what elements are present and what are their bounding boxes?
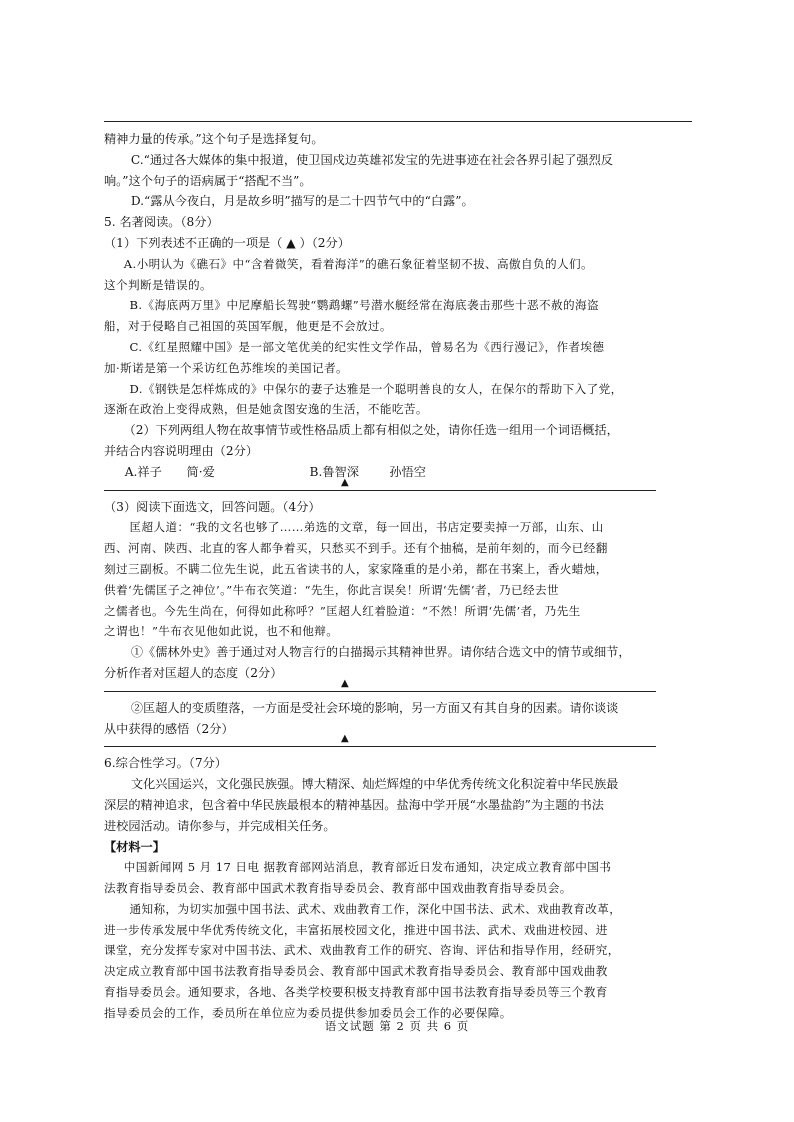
option-c: C.“通过各大媒体的集中报道，使卫国戍边英雄祁发宝的先进事迹在社会各界引起了强烈反 — [130, 152, 613, 167]
text-line: 船，对于侵略自己祖国的英国军舰，他更是不会放过。 — [104, 319, 392, 334]
option-d: D.“露从今夜白，月是故乡明”描写的是二十四节气中的“白露”。 — [130, 194, 474, 209]
excerpt-line: 西、河南、陕西、北直的客人都争着买，只愁买不到手。还有个抽稿，是前年刻的，而今已经翻 — [104, 541, 608, 556]
character-groups — [104, 462, 692, 483]
option-c: C.《红星照耀中国》是一部文笔优美的纪实性文学作品，曾易名为《西行漫记》，作者埃德 — [129, 339, 605, 354]
material-1-heading: 【材料一】 — [104, 839, 165, 854]
group-b-second: 孙悟空 — [389, 464, 426, 479]
text-line: 响。”这个句子的语病属于“搭配不当”。 — [104, 173, 312, 188]
text-line: 并结合内容说明理由（2分） — [104, 443, 259, 458]
group-a-first: A.祥子 — [124, 464, 162, 479]
page-footer: 语文试题 第 2 页 共 6 页 — [324, 1019, 470, 1033]
option-b: B.《海底两万里》中尼摩船长驾驶“鹦鹉螺”号潜水艇经常在海底袭击那些十恶不赦的海盗 — [129, 298, 599, 313]
excerpt-line: 之谓也！”牛布衣见他如此说，也不和他辩。 — [104, 624, 339, 639]
header-rule — [104, 121, 692, 122]
group-a-second: 简·爱 — [186, 464, 215, 479]
text-line: 分析作者对匡超人的态度（2分） — [104, 665, 283, 680]
question-5-3: （3）阅读下面选文，回答问题。（4分） — [104, 499, 321, 514]
intro-line: 深层的精神追求，包含着中华民族最根本的精神基因。盐海中学开展“水墨盐韵”为主题的书法 — [104, 797, 604, 812]
answer-marker-icon: ▲ — [341, 476, 349, 488]
answer-marker-icon: ▲ — [341, 677, 349, 689]
news-dateline: 5 月 17 日电 据教育部网站消息，教育部近日发布通知，决定成立教育部中国书 — [183, 860, 612, 875]
excerpt-line: 之儒者也。今先生尚在，何得如此称呼？”匡超人红着脸道：“不然！所谓‘先儒’者，乃先生 — [104, 603, 581, 618]
question-5-3-2: ②匡超人的变质堕落，一方面是受社会环境的影响，另一方面又有其自身的因素。请你谈谈 — [130, 700, 619, 715]
question-6-title: 6.综合性学习。（7分） — [104, 756, 227, 771]
text-line: 这个判断是错误的。 — [104, 277, 212, 292]
excerpt-line: 供着‘先儒匡子之神位’。”牛布衣笑道：“先生，你此言误矣！所谓‘先儒’者，乃已经去世 — [104, 582, 559, 597]
news-line: 决定成立教育部中国书法教育指导委员会、教育部中国武术教育指导委员会、教育部中国戏曲教 — [104, 964, 608, 979]
text-line: 从中获得的感悟（2分） — [104, 721, 234, 736]
news-line: 育指导委员会。通知要求，各地、各类学校要积极支持教育部中国书法教育指导委员等三个教育 — [104, 985, 608, 1000]
question-5-1: （1）下列表述不正确的一项是（ ▲ ）（2分） — [104, 235, 350, 250]
question-5-3-1: ①《儒林外史》善于通过对人物言行的白描揭示其精神世界。请你结合选文中的情节或细节， — [130, 645, 631, 660]
excerpt-line: 匡超人道：“我的文名也够了……弟选的文章，每一回出，书店定要卖掉一万部，山东、山 — [129, 520, 604, 535]
intro-line: 进校园活动。请你参与，并完成相关任务。 — [104, 818, 336, 833]
answer-line[interactable] — [104, 476, 692, 493]
group-b-first: B.鲁智深 — [309, 464, 359, 479]
answer-line[interactable] — [104, 677, 692, 694]
news-source: 中国新闻网 — [123, 860, 184, 875]
news-line: 课堂，充分发挥专家对中国书法、武术、戏曲教育工作的研究、咨询、评估和指导作用，经研究， — [104, 943, 620, 958]
text-line: 精神力量的传承。”这个句子是选择复句。 — [104, 132, 324, 146]
option-a: A.小明认为《礁石》中“含着微笑，看着海洋”的礁石象征着坚韧不拔、高傲自负的人们。 — [123, 256, 594, 271]
question-5-2: （2）下列两组人物在故事情节或性格品质上都有相似之处，请你任选一组用一个词语概括， — [123, 423, 619, 438]
question-5-title: 5. 名著阅读。（8分） — [104, 215, 219, 230]
news-line — [104, 857, 692, 878]
news-line: 通知称，为切实加强中国书法、武术、戏曲教育工作，深化中国书法、武术、戏曲教育改革， — [129, 901, 622, 916]
answer-marker-icon: ▲ — [341, 733, 349, 745]
excerpt-line: 刻过三副板。不瞒二位先生说，此五省读书的人，家家隆重的是小弟，都在书案上，香火蜡烛， — [104, 561, 608, 576]
news-line: 法教育指导委员会、教育部中国武术教育指导委员会、教育部中国戏曲教育指导委员会。 — [104, 881, 572, 896]
intro-line: 文化兴国运兴，文化强民族强。博大精深、灿烂辉煌的中华优秀传统文化积淀着中华民族最 — [130, 777, 619, 792]
text-line: 加·斯诺是第一个采访红色苏维埃的美国记者。 — [104, 360, 348, 375]
news-line: 进一步传承发展中华优秀传统文化，丰富拓展校园文化，推进中国书法、武术、戏曲进校园、进 — [104, 922, 608, 937]
text-line: 逐渐在政治上变得成熟，但是她贪图安逸的生活，不能吃苦。 — [104, 402, 428, 417]
news-line: 指导委员会的工作，委员所在单位应为委员提供参加委员会工作的必要保障。 — [104, 1005, 512, 1020]
answer-line[interactable] — [104, 733, 692, 749]
page-content — [104, 129, 692, 1024]
option-d: D.《钢铁是怎样炼成的》中保尔的妻子达雅是一个聪明善良的女人，在保尔的帮助下入了党， — [129, 381, 623, 396]
